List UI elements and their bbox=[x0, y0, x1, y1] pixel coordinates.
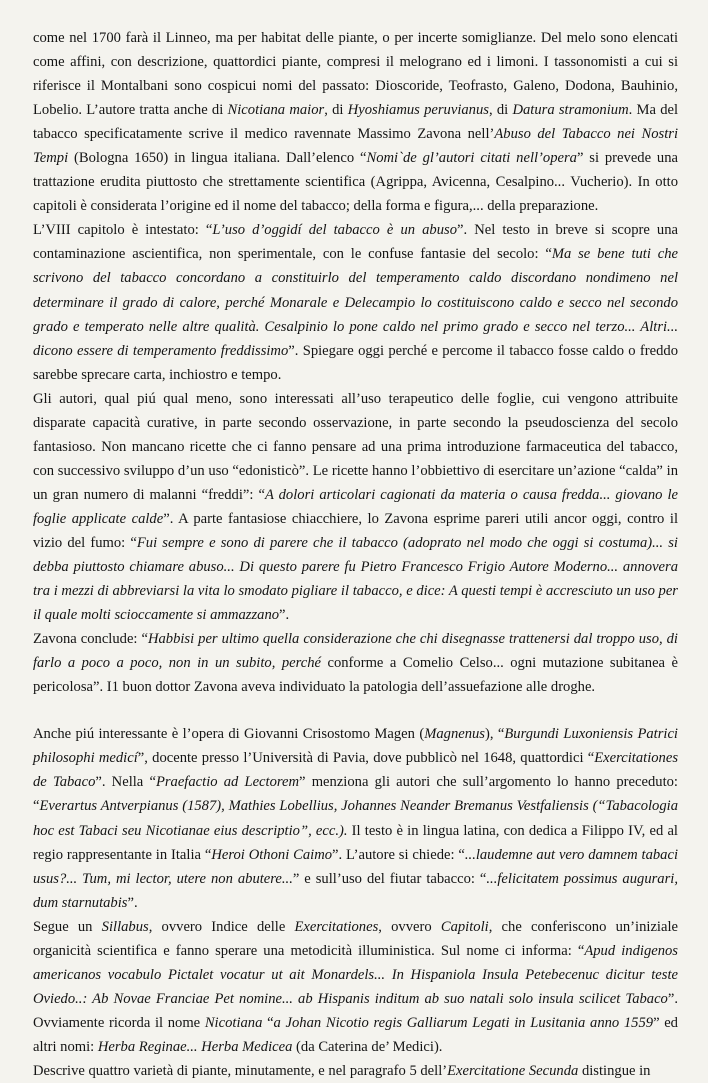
text-segment: ”, docente presso l’Università di Pavia, dove pubblicò nel 1648, quattordici “ bbox=[137, 750, 595, 767]
text-segment: . Ma del tabacco specificatamente scrive il medico ravennate Massimo Zavona nell’ bbox=[33, 102, 679, 143]
text-segment: ” e sull’uso del fiutar tabacco: “ bbox=[292, 870, 487, 887]
text-segment: (da Caterina de’ Medici). bbox=[292, 1038, 443, 1055]
italic-text-segment: Exercitatione Secunda bbox=[447, 1062, 579, 1079]
text-segment: (Bologna 1650) in lingua italiana. Dall’elenco “ bbox=[68, 150, 367, 167]
paragraph-p6 bbox=[33, 915, 678, 1059]
text-segment: , di bbox=[488, 102, 513, 119]
italic-text-segment: Habbisi per ultimo quella considerazione che chi disegnasse trattenersi dal troppo uso, di farlo a poco a poco, non in un subito, perché bbox=[33, 631, 678, 672]
text-segment: , ovvero bbox=[378, 918, 441, 935]
italic-text-segment: Ma se bene tuti che scrivono del tabacco concordano a constituirlo del temperamento caldo discordano nondimeno nel determinare il grado di calore, perché Monarale e Delecampio lo costituiscono caldo e secco nel secondo grado e temperato nelle altre qualità. Cesalpinio lo pone caldo nel primo grado e secco nel terzo... Altri... dicono essere di temperamento freddissimo bbox=[33, 246, 678, 359]
text-segment: , ovvero Indice delle bbox=[148, 918, 295, 935]
italic-text-segment: Heroi Othoni Caimo bbox=[211, 846, 333, 863]
italic-text-segment: Abuso del Tabacco nei Nostri Tempi bbox=[33, 126, 678, 167]
text-segment: conforme a Comelio Celso... ogni mutazione subitanea è pericolosa”. I1 buon dottor Zavona aveva individuato la patologia dell’assuefazione alle droghe. bbox=[33, 655, 678, 696]
italic-text-segment: Hyoshiamus peruvianus bbox=[347, 102, 489, 119]
text-segment: Descrive quattro varietà di piante, minutamente, e nel paragrafo 5 dell’ bbox=[33, 1062, 448, 1079]
italic-text-segment: Nicotiana bbox=[204, 1014, 263, 1031]
text-segment: Anche piú interessante è l’opera di Giovanni Crisostomo Magen ( bbox=[33, 726, 425, 743]
italic-text-segment: Capitoli bbox=[440, 918, 489, 935]
text-segment: , di bbox=[324, 102, 348, 119]
italic-text-segment: L’uso d’oggidí del tabacco è un abuso bbox=[212, 222, 457, 239]
text-segment: , che conferiscono un’iniziale organicità scientifica e fanno sperare una metodicità illuministica. Sul nome ci informa: “ bbox=[33, 918, 678, 959]
text-segment: Il testo è in lingua latina, con dedica a Filippo IV, ed al regio rappresentante in Italia “ bbox=[33, 822, 678, 863]
italic-text-segment: Nomi`de gl’autori citati nell’opera bbox=[366, 150, 577, 167]
italic-text-segment: Nicotiana maior bbox=[227, 102, 325, 119]
italic-text-segment: ...laudemne aut vero damnem tabaci usus?... Tum, mi lector, utere non abutere... bbox=[33, 846, 678, 887]
text-segment: Zavona conclude: “ bbox=[33, 631, 148, 648]
italic-text-segment: ...felicitatem possimus augurari, dum starnutabis bbox=[33, 870, 678, 911]
text-segment: ”. Nella “ bbox=[95, 774, 156, 791]
italic-text-segment: Exercitationes bbox=[294, 918, 379, 935]
paragraph-p4 bbox=[33, 627, 678, 699]
italic-text-segment: Apud indigenos americanos vocabulo Pictalet vocatur ut ait Monardels... In Hispaniola Insula Petebecenuc dicitur teste Oviedo..: Ab Novae Franciae Pet nomine... ab Hispanis inditum ab suo natali solo insula scilicet Tabaco bbox=[33, 942, 678, 1007]
paragraph-p5 bbox=[33, 722, 678, 914]
italic-text-segment: A dolori articolari cagionati da materia o causa fredda... giovano le foglie applicate calde bbox=[33, 486, 678, 527]
text-segment: Gli autori, qual piú qual meno, sono interessati all’uso terapeutico delle foglie, cui vengono attribuite disparate capacità curative, in parte secondo osservazione, in parte secondo la pseudoscienza del secolo fantasioso. Non mancano ricette che ci fanno pensare ad una prima introduzione farmaceutica del tabacco, con successivo sviluppo d’un uso “edonisticò”. Le ricette hanno l’obbiettivo di esercitare un’azione “calda” in un gran numero di malanni “freddi”: “ bbox=[33, 390, 678, 503]
italic-text-segment: Exercitationes de Tabaco bbox=[33, 750, 678, 791]
italic-text-segment: Datura stramonium bbox=[512, 102, 629, 119]
paragraph-p1 bbox=[33, 26, 678, 218]
paragraph-p7 bbox=[33, 1059, 678, 1083]
italic-text-segment: Praefactio ad Lectorem bbox=[155, 774, 300, 791]
text-segment: ”. bbox=[279, 607, 290, 624]
italic-text-segment: Herba Reginae... Herba Medicea bbox=[97, 1038, 293, 1055]
text-segment: ” menziona gli autori che sull’argomento lo hanno preceduto: “ bbox=[33, 774, 678, 815]
text-segment: ”. Nel testo in breve si scopre una contaminazione ascientifica, non sperimentale, con le confuse fantasie del secolo: “ bbox=[33, 222, 679, 263]
paragraph-p2 bbox=[33, 218, 678, 386]
text-segment: distingue in bbox=[578, 1062, 651, 1079]
text-segment: ” si prevede una trattazione erudita piuttosto che strettamente scientifica (Agrippa, Avicenna, Cesalpino... Vucherio). In otto capitoli è considerata l’origine ed il nome del tabacco; della forma e figura,... della preparazione. bbox=[33, 150, 678, 215]
text-segment: ” ed altri nomi: bbox=[33, 1014, 678, 1055]
text-segment: Segue un bbox=[33, 918, 102, 935]
italic-text-segment: Fui sempre e sono di parere che il tabacco (adoprato nel modo che oggi si costuma)... si debba piuttosto chiamare abuso... Di questo parere fu Pietro Francesco Frigio Autore Moderno... annovera tra i mezzi di abbreviarsi la vita lo smodato pigliare il tabacco, e dice: A questi tempi è accresciuto un uso per il quale molti scioccamente si ammazzano bbox=[33, 534, 678, 624]
text-segment: ”. Spiegare oggi perché e percome il tabacco fosse caldo o freddo sarebbe sprecare carta, inchiostro e tempo. bbox=[33, 342, 678, 383]
paragraph-p3 bbox=[33, 387, 678, 627]
paragraph-gap bbox=[33, 699, 678, 722]
text-segment: ”. Ovviamente ricorda il nome bbox=[33, 990, 678, 1031]
text-segment: L’VIII capitolo è intestato: “ bbox=[33, 222, 213, 239]
text-segment: “ bbox=[262, 1014, 274, 1031]
italic-text-segment: Burgundi Luxoniensis Patrici philosophi medicí bbox=[33, 726, 678, 767]
italic-text-segment: Magnenus bbox=[424, 726, 485, 743]
text-segment: ”. bbox=[127, 894, 138, 911]
italic-text-segment: Everartus Antverpianus (1587), Mathies Lobellius, Johannes Neander Bremanus Vestfaliensis (“Tabacologia hoc est Tabaci seu Nicotianae eius descriptio”, ecc.). bbox=[33, 798, 678, 839]
text-body bbox=[33, 26, 678, 1083]
text-segment: ), “ bbox=[485, 726, 505, 743]
italic-text-segment: a Johan Nicotio regis Galliarum Legati in Lusitania anno 1559 bbox=[273, 1014, 654, 1031]
text-segment: come nel 1700 farà il Linneo, ma per habitat delle piante, o per incerte somiglianze. Del melo sono elencati come affini, con descrizione, quattordici piante, compresi il melograno ed i limoni. I tassonomisti a cui si riferisce il Montalbani sono cospicui nomi del passato: Dioscoride, Teofrasto, Galeno, Dodona, Bauhinio, Lobelio. L’autore tratta anche di bbox=[33, 30, 678, 119]
text-segment: ”. L’autore si chiede: “ bbox=[332, 846, 465, 863]
italic-text-segment: Sillabus bbox=[101, 918, 149, 935]
text-segment: ”. A parte fantasiose chiacchiere, lo Zavona esprime pareri utili ancor oggi, contro il vizio del fumo: “ bbox=[33, 510, 678, 551]
